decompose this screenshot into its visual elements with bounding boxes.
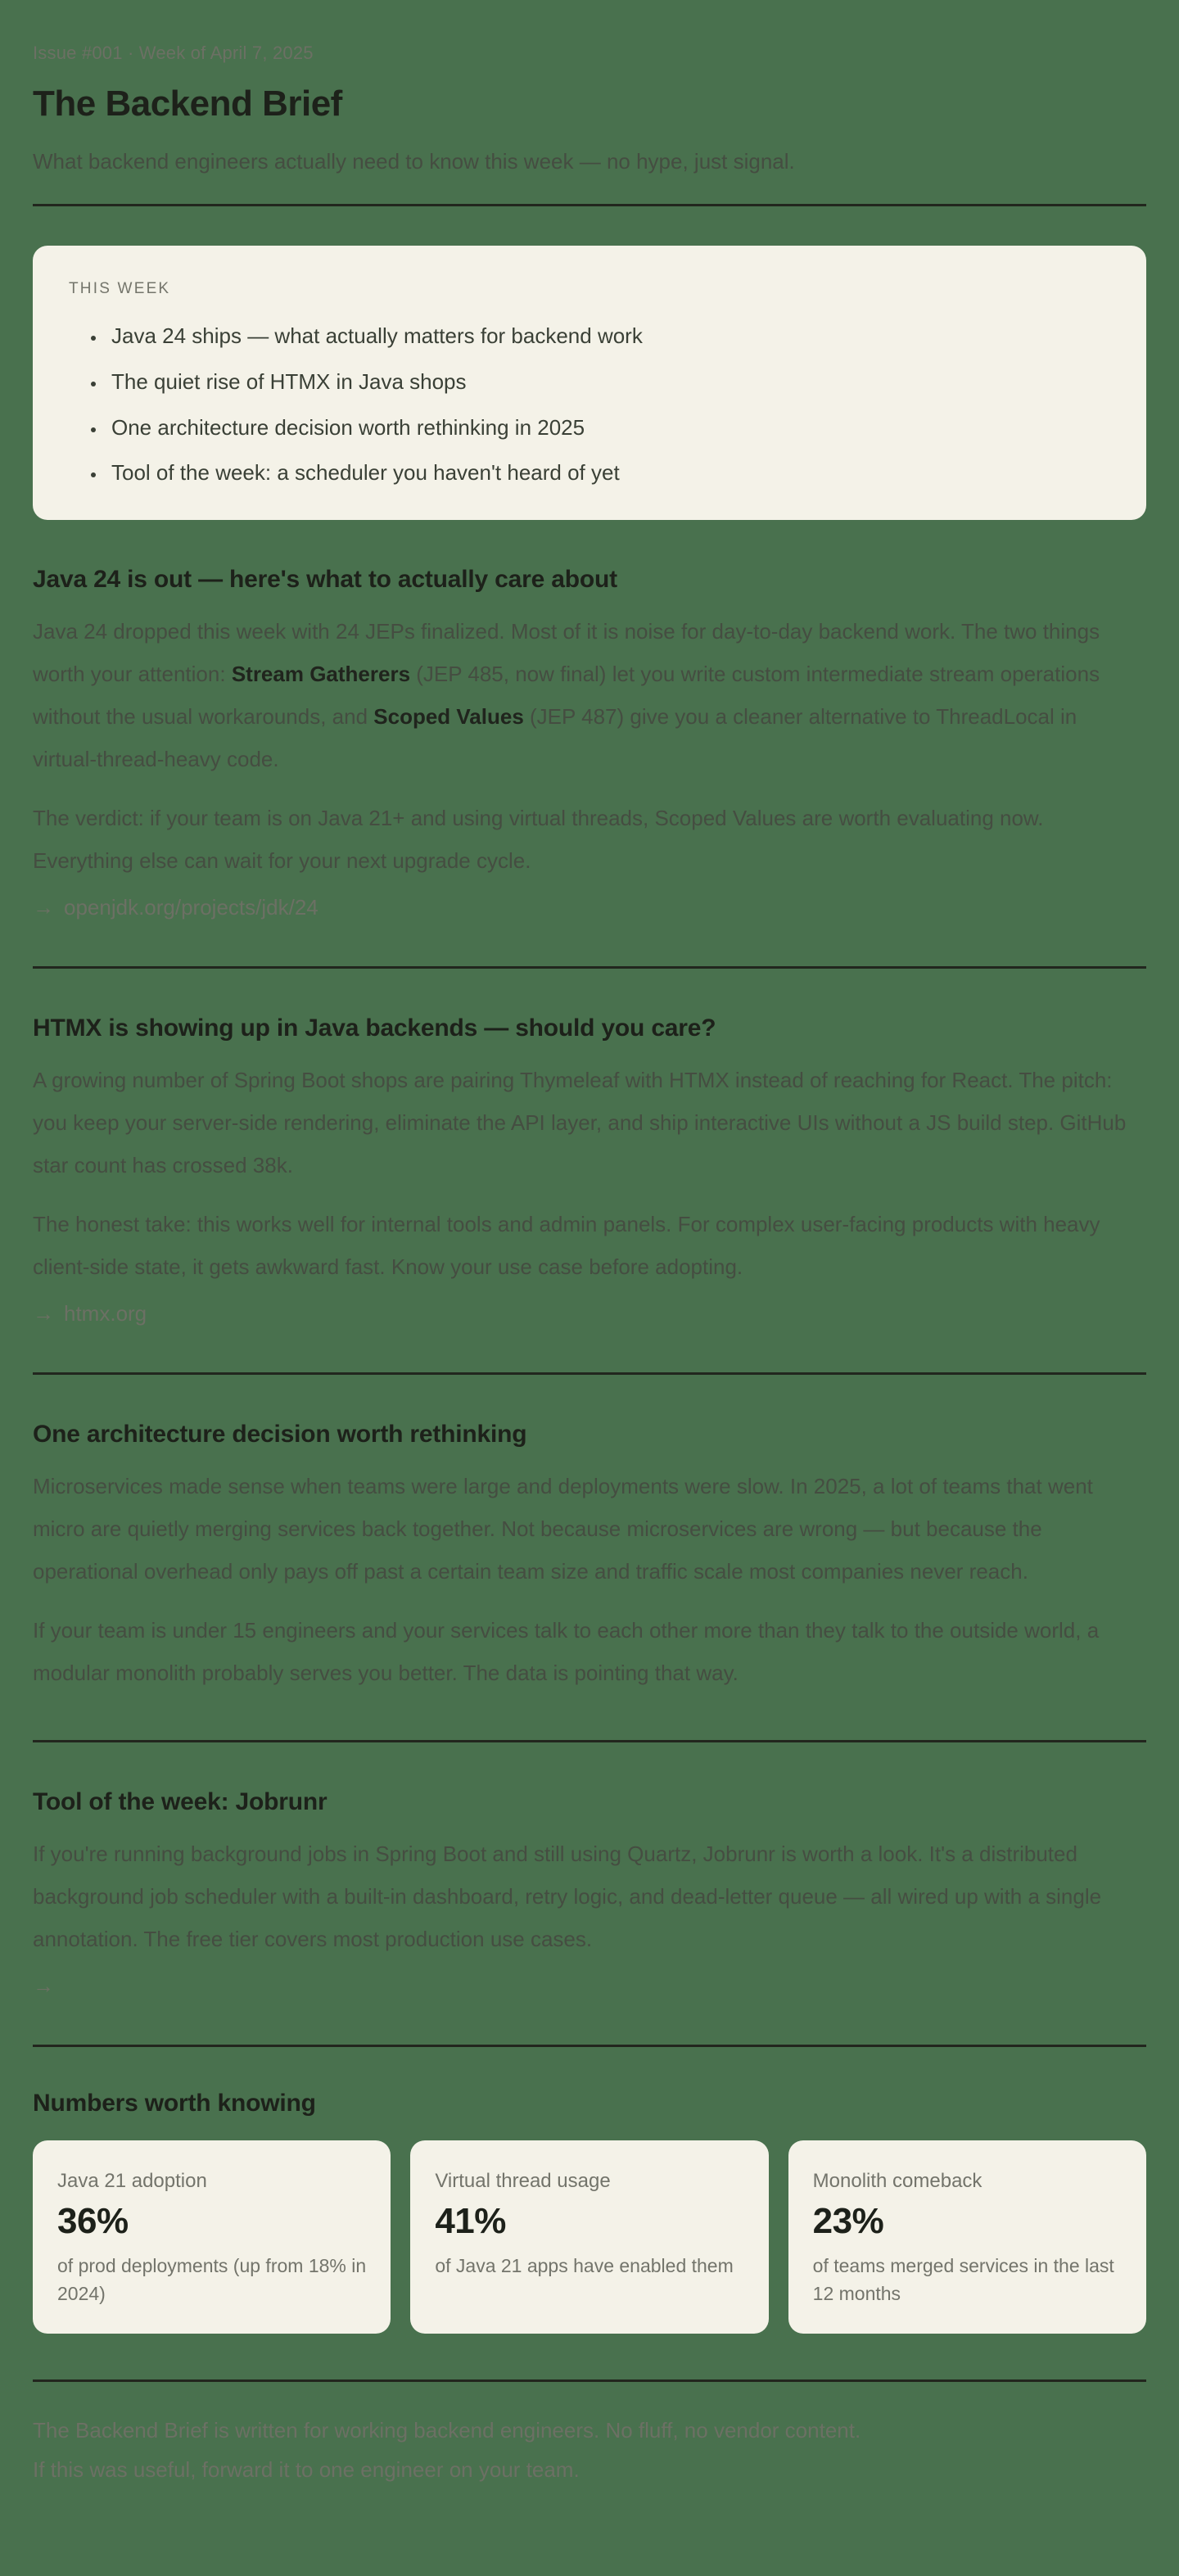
divider xyxy=(33,2379,1146,2382)
section-link-htmx[interactable] xyxy=(33,1301,147,1326)
divider xyxy=(33,204,1146,206)
list-item: • One architecture decision worth rethinking in 2025 xyxy=(106,414,1110,442)
arrow-right-icon: → xyxy=(33,895,54,920)
list-item: • Java 24 ships — what actually matters for backend work xyxy=(106,323,1110,350)
paragraph: If your team is under 15 engineers and your services talk to each other more than they talk to the outside world, a modular monolith probably serves you better. The data is pointing that way. xyxy=(33,1618,1100,1686)
section-heading: Tool of the week: Jobrunr xyxy=(33,1788,328,1816)
section-tool-of-week xyxy=(33,1788,1146,1999)
section-numbers xyxy=(33,2090,1146,2334)
stat-description: of prod deployments (up from 18% in 2024) xyxy=(57,2255,367,2305)
this-week-label: THIS WEEK xyxy=(69,280,171,297)
header xyxy=(33,43,1146,174)
page-title: The Backend Brief xyxy=(33,84,342,124)
divider xyxy=(33,2045,1146,2047)
this-week-card xyxy=(33,246,1146,520)
stat-card-monolith-comeback xyxy=(788,2140,1146,2334)
issue-line: Issue #001 · Week of April 7, 2025 xyxy=(33,43,314,63)
stat-label: Java 21 adoption xyxy=(57,2170,207,2193)
stat-description: of teams merged services in the last 12 months xyxy=(812,2255,1114,2305)
section-htmx xyxy=(33,1015,1146,1326)
stat-value: 23% xyxy=(812,2201,884,2242)
list-item: • The quiet rise of HTMX in Java shops xyxy=(106,368,1110,396)
section-java-24 xyxy=(33,566,1146,920)
section-heading: Java 24 is out — here's what to actually care about xyxy=(33,566,617,594)
stat-value: 36% xyxy=(57,2201,129,2242)
arrow-right-icon: → xyxy=(33,1973,54,1999)
tagline: What backend engineers actually need to know this week — no hype, just signal. xyxy=(33,149,795,174)
paragraph: A growing number of Spring Boot shops are pairing Thymeleaf with HTMX instead of reaching for React. The pitch: you keep your server-side rendering, eliminate the API layer, and ship interactive UIs without a JS build step. GitHub star count has crossed 38k. xyxy=(33,1068,1127,1178)
section-heading: HTMX is showing up in Java backends — should you care? xyxy=(33,1015,716,1042)
this-week-list xyxy=(69,323,1110,487)
stat-label: Monolith comeback xyxy=(812,2170,982,2193)
stat-card-virtual-threads xyxy=(410,2140,768,2334)
footer-line: The Backend Brief is written for working backend engineers. No fluff, no vendor content. xyxy=(33,2418,861,2443)
paragraph: The honest take: this works well for internal tools and admin panels. For complex user-facing products with heavy client-side state, it gets awkward fast. Know your use case before adopting. xyxy=(33,1212,1100,1280)
bold-term: Stream Gatherers xyxy=(231,662,411,687)
section-link-jobrunr[interactable] xyxy=(33,1973,64,1999)
stat-description: of Java 21 apps have enabled them xyxy=(435,2255,734,2277)
link-label: htmx.org xyxy=(64,1301,147,1326)
divider xyxy=(33,1372,1146,1375)
paragraph: The verdict: if your team is on Java 21+ and using virtual threads, Scoped Values are worth evaluating now. Everything else can wait for your next upgrade cycle. xyxy=(33,806,1044,874)
footer xyxy=(33,2416,1146,2483)
section-link-openjdk[interactable] xyxy=(33,895,318,920)
stat-card-java21-adoption xyxy=(33,2140,391,2334)
section-heading: Numbers worth knowing xyxy=(33,2090,316,2117)
list-item: • Tool of the week: a scheduler you haven't heard of yet xyxy=(106,459,1110,487)
divider xyxy=(33,966,1146,969)
link-label: openjdk.org/projects/jdk/24 xyxy=(64,895,318,920)
stats-row xyxy=(33,2140,1146,2334)
section-architecture xyxy=(33,1421,1146,1694)
paragraph: Microservices made sense when teams were large and deployments were slow. In 2025, a lot of teams that went micro are quietly merging services back together. Not because microservices are wrong — but because the operational overhead only pays off past a certain team size and traffic scale most companies never reach. xyxy=(33,1474,1093,1584)
arrow-right-icon: → xyxy=(33,1301,54,1326)
bold-term: Scoped Values xyxy=(373,704,524,730)
paragraph: Java 24 dropped this week with 24 JEPs finalized. Most of it is noise for day-to-day backend work. The two things worth your attention: Stream Gatherers (JEP 485, now final) let you write custom intermediate stream operations without the usual workarounds, and Scoped Values (JEP 487) give you a cleaner alternative to ThreadLocal in virtual-thread-heavy code. xyxy=(33,619,1100,772)
footer-line: If this was useful, forward it to one engineer on your team. xyxy=(33,2457,580,2483)
stat-value: 41% xyxy=(435,2201,506,2242)
divider xyxy=(33,1740,1146,1742)
stat-label: Virtual thread usage xyxy=(435,2170,611,2193)
paragraph: If you're running background jobs in Spring Boot and still using Quartz, Jobrunr is worth a look. It's a distributed background job scheduler with a built-in dashboard, retry logic, and dead-letter queue — all wired up with a single annotation. The free tier covers most production use cases. xyxy=(33,1842,1102,1952)
section-heading: One architecture decision worth rethinking xyxy=(33,1421,527,1448)
